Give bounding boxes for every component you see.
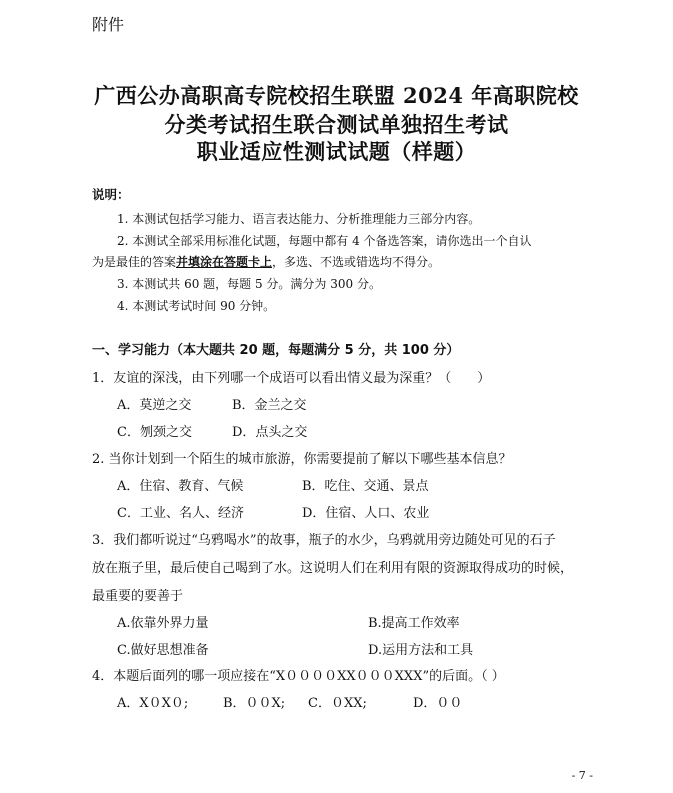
question-4-option-c: C．０XX; [308,696,367,711]
instruction-item-2-line-1: 2. 本测试全部采用标准化试题，每题中都有 4 个备选答案，请你选出一个自认 [117,234,532,248]
question-3-option-d: D.运用方法和工具 [368,643,474,658]
instruction-item-2-line-2 [92,253,440,270]
question-4-stem: 4．本题后面列的哪一项应接在“X００００XX０００XXX”的后面。（ ） [92,669,505,684]
question-1-option-d: D．点头之交 [232,425,308,440]
question-3-stem-line-2: 放在瓶子里，最后使自己喝到了水。这说明人们在利用有限的资源取得成功的时候， [92,561,574,576]
question-4-option-a: A．X０X０; [117,696,189,711]
question-1-option-a: A．莫逆之交 [117,398,192,413]
instruction-text: 为是最佳的答案 [92,255,177,269]
question-2-option-b: B．吃住、交通、景点 [302,479,429,494]
question-1-option-b: B．金兰之交 [232,398,307,413]
title-line-3: 职业适应性测试试题（样题） [196,139,477,164]
question-4-option-b: B．００X; [223,696,286,711]
question-2-option-c: C．工业、名人、经济 [117,506,244,521]
instruction-item-4: 4. 本测试考试时间 90 分钟。 [117,299,276,313]
question-2-stem: 2. 当你计划到一个陌生的城市旅游，你需要提前了解以下哪些基本信息？ [92,452,512,467]
instructions-heading: 说明： [92,187,130,202]
question-1-option-c: C．刎颈之交 [117,425,192,440]
title-line-2: 分类考试招生联合测试单独招生考试 [164,112,509,137]
instruction-text: ，多选、不选或错选均不得分。 [272,255,441,269]
question-4-option-d: D．００ [413,696,463,711]
instruction-item-1: 1. 本测试包括学习能力、语言表达能力、分析推理能力三部分内容。 [117,212,481,226]
instruction-item-3: 3. 本测试共 60 题，每题 5 分。满分为 300 分。 [117,277,381,291]
page-number: - 7 - [571,769,593,782]
question-1-stem: 1．友谊的深浅，由下列哪一个成语可以看出情义最为深重？（ ） [92,371,491,386]
answer-card-emphasis: 并填涂在答题卡上 [176,255,273,269]
question-3-option-b: B.提高工作效率 [368,616,460,631]
question-3-stem-line-3: 最重要的要善于 [92,589,184,604]
question-2-option-a: A．住宿、教育、气候 [117,479,244,494]
question-2-option-d: D．住宿、人口、农业 [302,506,430,521]
question-3-option-a: A.依靠外界力量 [117,616,209,631]
question-3-option-c: C.做好思想准备 [117,643,209,658]
attachment-label: 附件 [92,15,125,34]
section-1-heading: 一、学习能力（本大题共 20 题，每题满分 5 分，共 100 分） [92,343,460,358]
title-line-1: 广西公办高职高专院校招生联盟 2024 年高职院校 [94,83,579,108]
question-3-stem-line-1: 3．我们都听说过“乌鸦喝水”的故事，瓶子的水少，乌鸦就用旁边随处可见的石子 [92,533,556,548]
